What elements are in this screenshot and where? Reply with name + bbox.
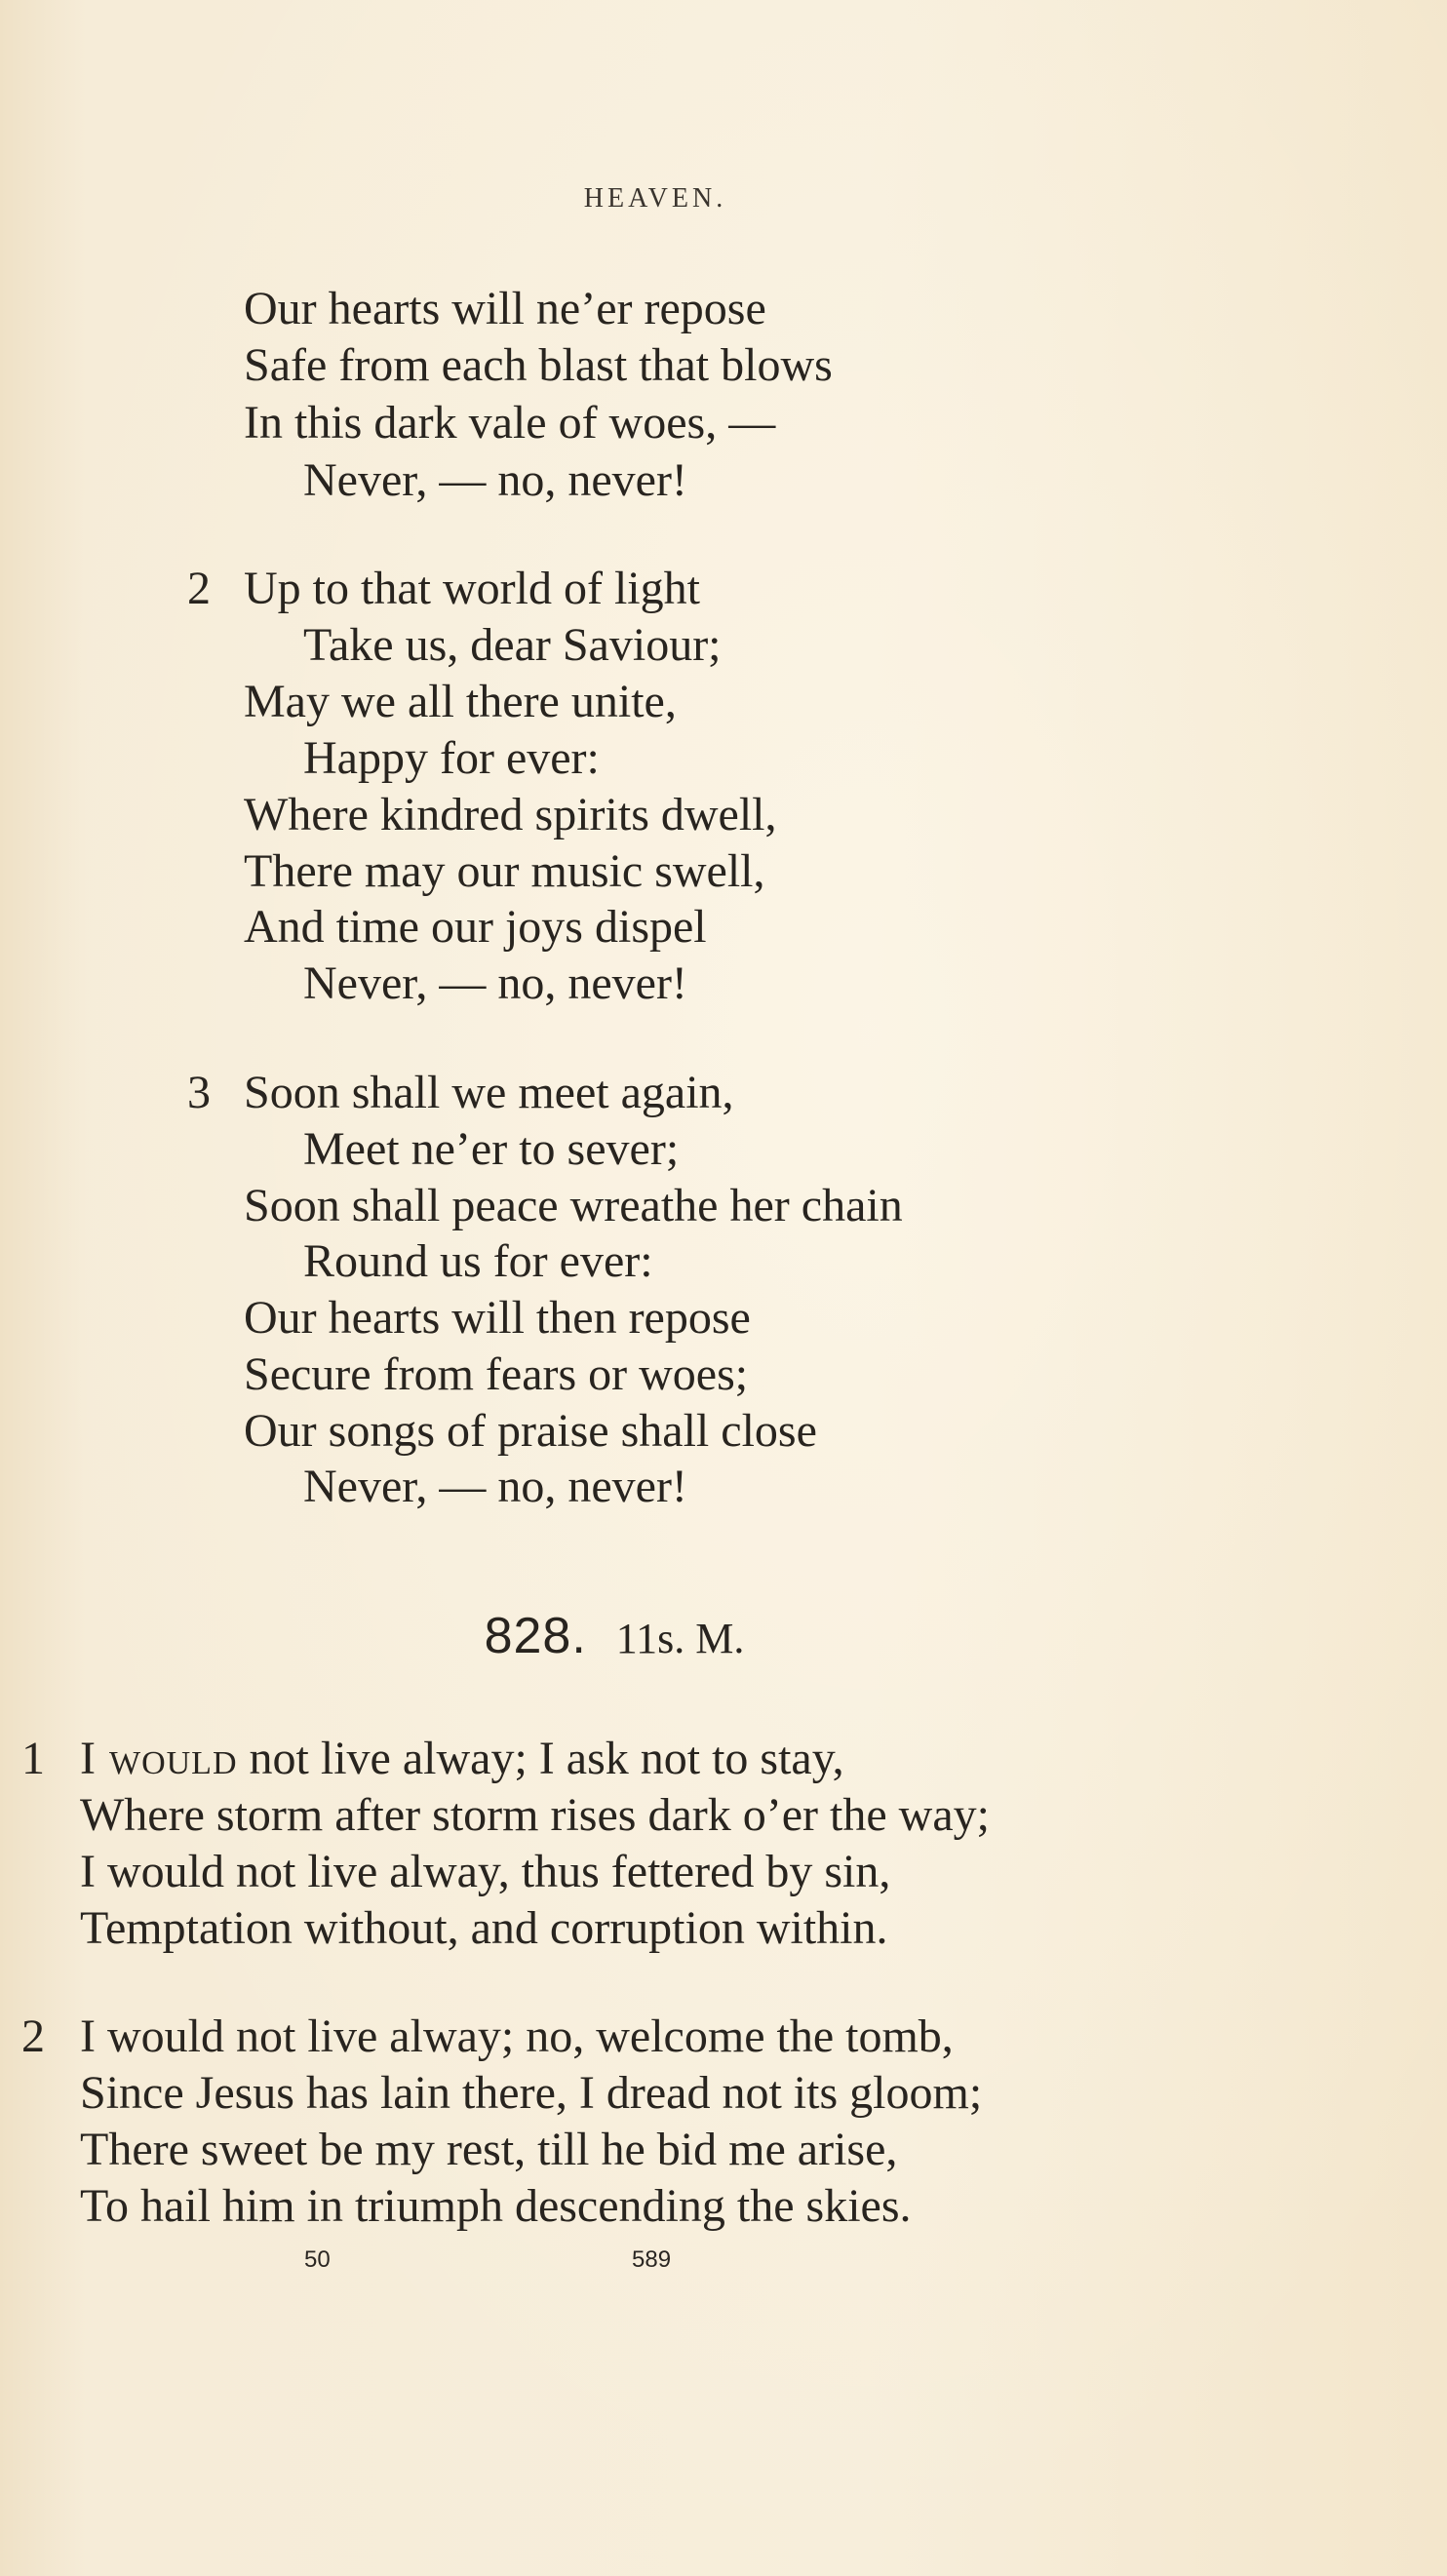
- verse-line: Where kindred spirits dwell,: [244, 789, 777, 840]
- verse-line: There may our music swell,: [244, 845, 765, 897]
- verse-line: Our hearts will ne’er repose: [244, 283, 766, 334]
- verse-line: There sweet be my rest, till he bid me arise,: [80, 2124, 898, 2175]
- verse-line: Take us, dear Saviour;: [303, 619, 722, 671]
- verse-line: May we all there unite,: [244, 676, 677, 727]
- verse-line: And time our joys dispel: [244, 901, 707, 953]
- signature-mark: 50: [304, 2246, 331, 2273]
- verse-line: Never, — no, never!: [303, 1461, 687, 1512]
- verse-line: Never, — no, never!: [303, 957, 687, 1009]
- stanza-number: 3: [187, 1067, 211, 1118]
- verse-line: I would not live alway, thus fettered by sin,: [80, 1846, 891, 1897]
- verse-line: Round us for ever:: [303, 1235, 653, 1287]
- hymn-number: 828.: [484, 1608, 587, 1664]
- verse-line: Meet ne’er to sever;: [303, 1123, 680, 1175]
- verse-line: Secure from fears or woes;: [244, 1348, 749, 1400]
- opening-words: I would: [80, 1733, 238, 1784]
- verse-line: In this dark vale of woes, —: [244, 397, 776, 449]
- verse-line: Where storm after storm rises dark o’er the way;: [80, 1789, 990, 1841]
- stanza-number: 2: [187, 563, 211, 614]
- verse-line: [80, 1731, 844, 1787]
- stanza-number: 1: [21, 1733, 45, 1784]
- verse-line: Our songs of praise shall close: [244, 1405, 817, 1457]
- verse-line: Since Jesus has lain there, I dread not its gloom;: [80, 2067, 983, 2119]
- first-line-rest: not live alway; I ask not to stay,: [237, 1733, 844, 1784]
- verse-line: To hail him in triumph descending the skies.: [80, 2180, 912, 2232]
- verse-line: Up to that world of light: [244, 563, 700, 614]
- verse-line: Safe from each blast that blows: [244, 339, 833, 391]
- verse-line: Temptation without, and corruption within.: [80, 1902, 888, 1954]
- verse-line: Soon shall we meet again,: [244, 1067, 734, 1118]
- running-head: HEAVEN.: [583, 183, 727, 214]
- hymn-meter: 11s. M.: [615, 1615, 745, 1662]
- verse-line: Happy for ever:: [303, 732, 600, 784]
- page-number: 589: [632, 2246, 672, 2273]
- verse-line: Our hearts will then repose: [244, 1292, 751, 1344]
- stanza-number: 2: [21, 2010, 45, 2062]
- verse-line: Soon shall peace wreathe her chain: [244, 1180, 903, 1231]
- verse-line: Never, — no, never!: [303, 454, 687, 506]
- verse-line: I would not live alway; no, welcome the tomb,: [80, 2010, 954, 2062]
- hymn-heading: [0, 1607, 1229, 1665]
